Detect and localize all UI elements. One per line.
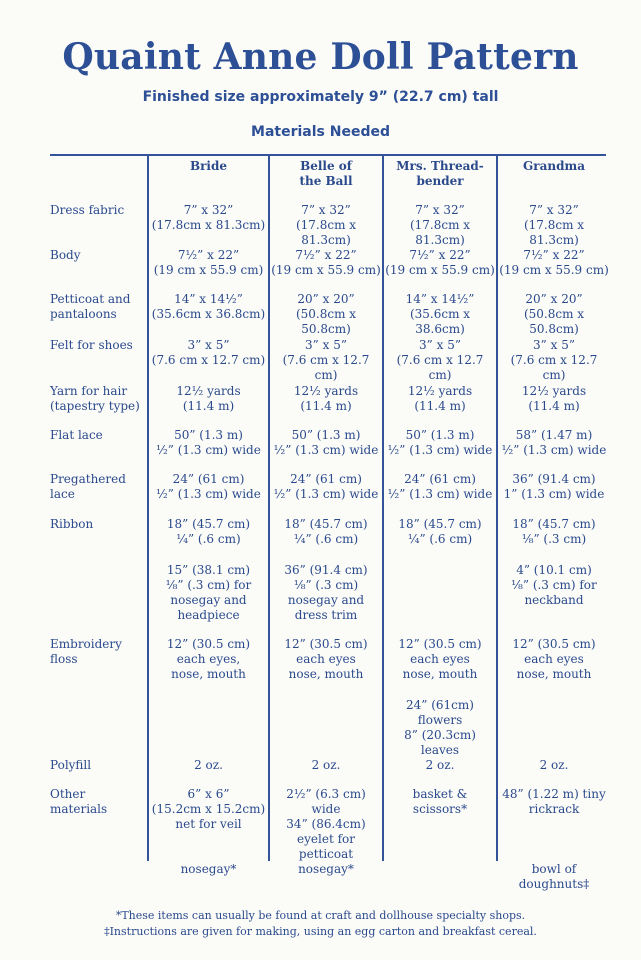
footnote-instructions: ‡Instructions are given for making, using an egg carton and breakfast cereal. xyxy=(104,925,537,938)
table-cell: 8” (20.3cm) leaves xyxy=(404,728,476,757)
table-cell: 24” (61 cm) ½” (1.3 cm) wide xyxy=(273,472,379,501)
table-cell: 7½” x 22” (19 cm x 55.9 cm) xyxy=(385,248,495,277)
table-cell: 7½” x 22” (19 cm x 55.9 cm) xyxy=(271,248,381,277)
table-cell: 12½ yards (11.4 m) xyxy=(176,384,241,413)
table-cell: 50” (1.3 m) ½” (1.3 cm) wide xyxy=(156,428,261,457)
table-cell: 3” x 5” (7.6 cm x 12.7 cm) xyxy=(151,338,266,367)
row-label: Pregathered lace xyxy=(50,472,126,501)
table-cell: 12” (30.5 cm) each eyes nose, mouth xyxy=(284,637,368,681)
table-cell: 18” (45.7 cm) ¼” (.6 cm) xyxy=(166,517,251,546)
table-cell: 24” (61 cm) ½” (1.3 cm) wide xyxy=(156,472,261,501)
table-cell: 18” (45.7 cm) ¼” (.6 cm) xyxy=(284,517,368,546)
table-cell: 7½” x 22” (19 cm x 55.9 cm) xyxy=(499,248,609,277)
table-top-rule xyxy=(50,154,606,156)
table-cell: 58” (1.47 m) ½” (1.3 cm) wide xyxy=(501,428,607,457)
table-cell: 14” x 14½” (35.6cm x 38.6cm) xyxy=(405,292,475,336)
table-cell: 2½” (6.3 cm) wide 34” (86.4cm) eyelet for petticoat xyxy=(286,787,366,861)
table-cell: 36” (91.4 cm) ⅛” (.3 cm) nosegay and dress trim xyxy=(284,563,368,622)
table-cell: 3” x 5” (7.6 cm x 12.7 cm) xyxy=(282,338,370,382)
table-cell: 7½” x 22” (19 cm x 55.9 cm) xyxy=(153,248,264,277)
table-cell: 12½ yards (11.4 m) xyxy=(521,384,587,413)
table-cell: 12” (30.5 cm) each eyes nose, mouth xyxy=(512,637,596,681)
column-header-threadbender: Mrs. Thread- bender xyxy=(396,159,484,188)
table-cell: 7” x 32” (17.8cm x 81.3cm) xyxy=(409,203,471,247)
page-title: Quaint Anne Doll Pattern xyxy=(62,36,579,78)
section-heading: Materials Needed xyxy=(251,124,390,140)
table-cell: bowl of doughnuts‡ xyxy=(518,862,590,891)
table-cell: 12½ yards (11.4 m) xyxy=(407,384,473,413)
table-cell: 20” x 20” (50.8cm x 50.8cm) xyxy=(523,292,585,336)
table-cell: 7” x 32” (17.8cm x 81.3cm) xyxy=(295,203,357,247)
table-cell: 20” x 20” (50.8cm x 50.8cm) xyxy=(295,292,357,336)
column-header-belle: Belle of the Ball xyxy=(299,159,353,188)
table-cell: basket & scissors* xyxy=(412,787,468,816)
row-label: Felt for shoes xyxy=(50,338,133,352)
table-cell: 50” (1.3 m) ½” (1.3 cm) wide xyxy=(387,428,493,457)
table-cell: 48” (1.22 m) tiny rickrack xyxy=(502,787,606,816)
table-cell: 24” (61 cm) ½” (1.3 cm) wide xyxy=(387,472,493,501)
table-cell: nosegay* xyxy=(180,862,237,876)
row-label: Yarn for hair (tapestry type) xyxy=(50,384,140,413)
table-cell: 50” (1.3 m) ½” (1.3 cm) wide xyxy=(273,428,379,457)
row-label: Dress fabric xyxy=(50,203,125,217)
table-cell: 3” x 5” (7.6 cm x 12.7 cm) xyxy=(396,338,484,382)
table-cell: 15” (38.1 cm) ⅛” (.3 cm) for nosegay and headpiece xyxy=(165,563,252,622)
row-label: Body xyxy=(50,248,81,262)
column-header-bride: Bride xyxy=(189,159,228,173)
table-cell: 12” (30.5 cm) each eyes nose, mouth xyxy=(398,637,482,681)
table-cell: 12” (30.5 cm) each eyes, nose, mouth xyxy=(166,637,251,681)
table-cell: 36” (91.4 cm) 1” (1.3 cm) wide xyxy=(503,472,605,501)
table-cell: 24” (61cm) flowers xyxy=(406,698,474,727)
row-label: Other materials xyxy=(50,787,108,816)
table-cell: 2 oz. xyxy=(425,758,455,772)
table-cell: 3” x 5” (7.6 cm x 12.7 cm) xyxy=(510,338,598,382)
table-cell: 12½ yards (11.4 m) xyxy=(293,384,359,413)
table-cell: 18” (45.7 cm) ¼” (.6 cm) xyxy=(398,517,482,546)
table-cell: 7” x 32” (17.8cm x 81.3cm) xyxy=(523,203,585,247)
column-header-grandma: Grandma xyxy=(523,159,585,173)
row-label: Petticoat and pantaloons xyxy=(50,292,131,321)
table-cell: 2 oz. xyxy=(311,758,341,772)
row-label: Ribbon xyxy=(50,517,94,531)
table-cell: 7” x 32” (17.8cm x 81.3cm) xyxy=(151,203,266,232)
footnote-craft-shops: *These items can usually be found at craft and dollhouse specialty shops. xyxy=(115,909,526,922)
subtitle: Finished size approximately 9” (22.7 cm) tall xyxy=(142,89,499,105)
table-cell: 2 oz. xyxy=(194,758,223,772)
table-cell: nosegay* xyxy=(298,862,354,876)
row-label: Embroidery floss xyxy=(50,637,122,666)
table-cell: 4” (10.1 cm) ⅛” (.3 cm) for neckband xyxy=(511,563,597,607)
table-cell: 14” x 14½” (35.6cm x 36.8cm) xyxy=(151,292,266,321)
table-cell: 2 oz. xyxy=(539,758,569,772)
table-cell: 6” x 6” (15.2cm x 15.2cm) net for veil xyxy=(151,787,266,831)
row-label: Polyfill xyxy=(50,758,92,772)
table-cell: 18” (45.7 cm) ⅛” (.3 cm) xyxy=(512,517,596,546)
row-label: Flat lace xyxy=(50,428,103,442)
